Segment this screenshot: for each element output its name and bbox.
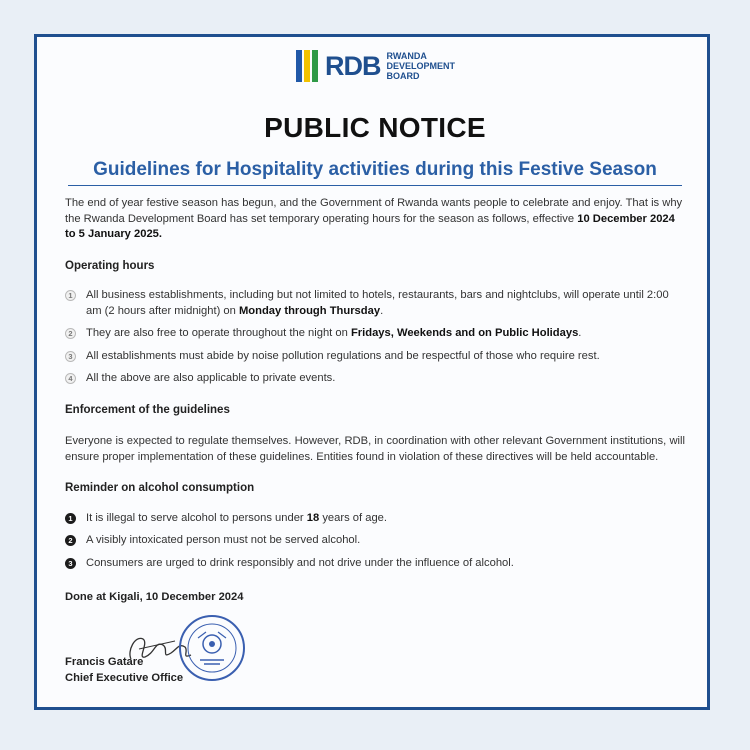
logo-wordmark: RDB xyxy=(325,50,381,81)
list-item: 3 Consumers are urged to drink responsibly and not drive under the influence of alcohol. xyxy=(65,556,685,572)
signatory-role: Chief Executive Office xyxy=(65,672,184,684)
notice-body xyxy=(65,196,685,606)
signature-block xyxy=(65,625,285,695)
number-circle-icon: 2 xyxy=(65,328,76,339)
signatory-name: Francis Gatare xyxy=(65,656,144,668)
title-divider xyxy=(68,185,682,186)
intro-paragraph: The end of year festive season has begun, and the Government of Rwanda wants people to celebrate and enjoy. That is why the Rwanda Development Board has set temporary operating hours for the season as follows, effective 10 December 2024 to 5 January 2025. xyxy=(65,197,683,240)
list-item: 1 It is illegal to serve alcohol to persons under 18 years of age. xyxy=(65,511,685,527)
list-item: 3 All establishments must abide by noise pollution regulations and be respectful of those who require rest. xyxy=(65,349,685,365)
official-seal-icon xyxy=(178,614,246,682)
alcohol-heading: Reminder on alcohol consumption xyxy=(65,482,255,494)
number-circle-icon: 2 xyxy=(65,535,76,546)
enforcement-paragraph: Everyone is expected to regulate themselves. However, RDB, in coordination with other relevant Government institutions, will ensure proper implementation of these guidelines. Entities found in violation of these directives will be held accountable. xyxy=(65,435,685,463)
operating-hours-heading: Operating hours xyxy=(65,259,155,272)
rdb-logo xyxy=(296,50,479,82)
page-title: PUBLIC NOTICE xyxy=(264,112,486,143)
number-circle-icon: 1 xyxy=(65,290,76,301)
flag-bars-icon xyxy=(296,50,318,82)
list-item: 2 A visibly intoxicated person must not be served alcohol. xyxy=(65,533,685,549)
effective-dates: 10 December 2024 to 5 January 2025. xyxy=(65,212,675,240)
list-item: 4 All the above are also applicable to private events. xyxy=(65,371,685,387)
logo-subtitle: RWANDA DEVELOPMENT BOARD xyxy=(386,51,456,81)
done-at-line: Done at Kigali, 10 December 2024 xyxy=(65,591,244,603)
number-circle-icon: 3 xyxy=(65,351,76,362)
number-circle-icon: 1 xyxy=(65,513,76,524)
operating-hours-list xyxy=(65,288,685,387)
list-item: 1 All business establishments, including but not limited to hotels, restaurants, bars and nightclubs, will operate until 2:00 am (2 hours after midnight) on Monday through Thursday. xyxy=(65,288,685,319)
list-item: 2 They are also free to operate throughout the night on Fridays, Weekends and on Public Holidays. xyxy=(65,326,685,342)
number-circle-icon: 4 xyxy=(65,373,76,384)
enforcement-heading: Enforcement of the guidelines xyxy=(65,403,230,416)
page-subtitle: Guidelines for Hospitality activities during this Festive Season xyxy=(93,159,657,180)
alcohol-list xyxy=(65,511,685,572)
number-circle-icon: 3 xyxy=(65,558,76,569)
